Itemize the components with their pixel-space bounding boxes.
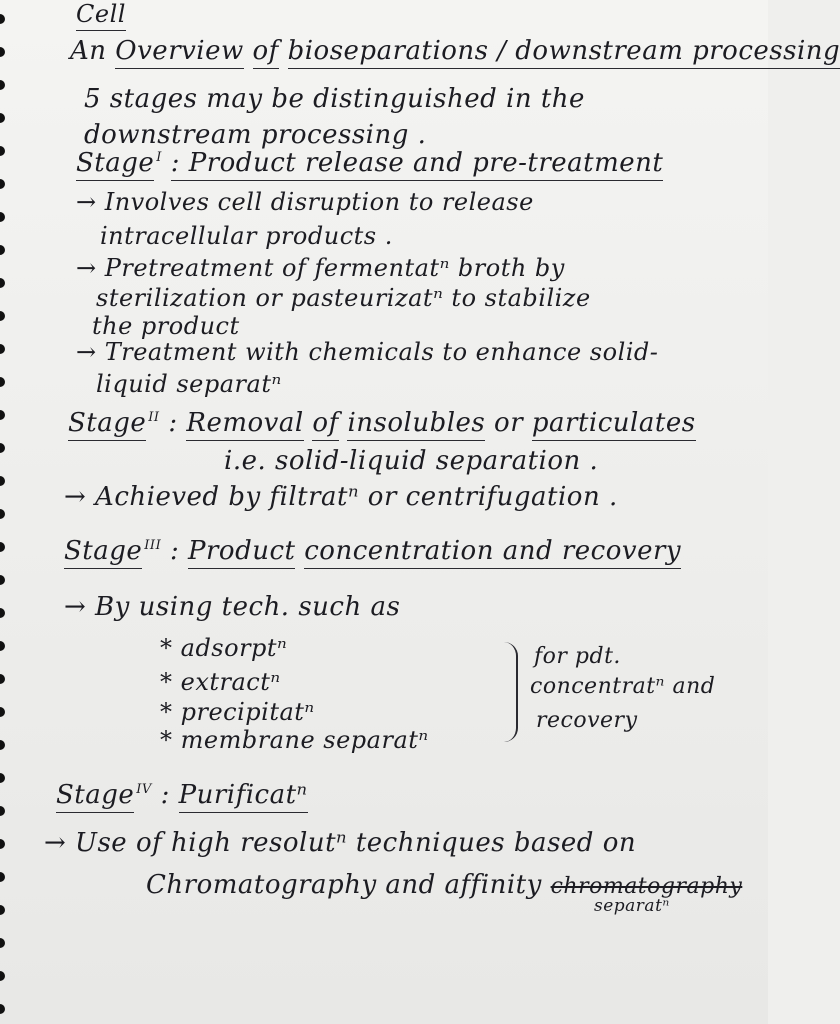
binding-hole xyxy=(0,80,5,90)
overview-line: An Overview of bioseparations / downstream processing xyxy=(70,38,840,64)
stage-1-bullet-line: → Involves cell disruption to release xyxy=(76,188,534,216)
binding-hole xyxy=(0,938,5,948)
binding-hole xyxy=(0,14,5,24)
stage-4-sub-note: separatⁿ xyxy=(594,896,670,916)
stage-1-heading: Stage $^I$ : Product release and pre-treatment xyxy=(76,150,663,176)
stage-3-technique-item: * adsorptⁿ xyxy=(160,634,288,662)
stage-4-heading: Stage $^{IV}$ : Purificatⁿ xyxy=(56,782,308,808)
binding-hole xyxy=(0,278,5,288)
binding-hole xyxy=(0,773,5,783)
binding-hole xyxy=(0,179,5,189)
binding-hole xyxy=(0,905,5,915)
binding-hole xyxy=(0,674,5,684)
binding-hole xyxy=(0,443,5,453)
binding-hole xyxy=(0,377,5,387)
binding-hole xyxy=(0,542,5,552)
spiral-binding-holes xyxy=(0,0,10,1024)
binding-hole xyxy=(0,971,5,981)
binding-hole xyxy=(0,575,5,585)
page-heading: Cell xyxy=(76,2,126,26)
stage-1-bullet-line: intracellular products . xyxy=(100,222,393,250)
stage-4-line-1: → Use of high resolutⁿ techniques based on xyxy=(44,828,637,858)
stage-3-intro: → By using tech. such as xyxy=(64,592,401,622)
grouping-brace xyxy=(504,642,518,742)
binding-hole xyxy=(0,608,5,618)
stage-2-heading: Stage $^{II}$ : Removal of insolubles or particulates xyxy=(68,410,696,436)
binding-hole xyxy=(0,113,5,123)
stage-3-heading: Stage $^{III}$ : Product concentration and recovery xyxy=(64,538,681,564)
stage-3-technique-item: * extractⁿ xyxy=(160,668,281,696)
binding-hole xyxy=(0,806,5,816)
stage-3-side-note: for pdt. xyxy=(534,644,621,669)
stage-1-bullet-line: → Pretreatment of fermentatⁿ broth by xyxy=(76,254,565,282)
binding-hole xyxy=(0,641,5,651)
stage-3-technique-item: * membrane separatⁿ xyxy=(160,726,429,754)
binding-hole xyxy=(0,344,5,354)
binding-hole xyxy=(0,311,5,321)
intro-line-1: 5 stages may be distinguished in the xyxy=(84,84,585,114)
binding-hole xyxy=(0,707,5,717)
binding-hole xyxy=(0,509,5,519)
binding-hole xyxy=(0,872,5,882)
binding-hole xyxy=(0,146,5,156)
binding-hole xyxy=(0,476,5,486)
binding-hole xyxy=(0,212,5,222)
intro-line-2: downstream processing . xyxy=(84,120,427,150)
stage-3-side-note: concentratⁿ and xyxy=(530,674,716,699)
binding-hole xyxy=(0,410,5,420)
stage-1-bullet-line: liquid separatⁿ xyxy=(96,370,282,398)
stage-1-bullet-line: sterilization or pasteurizatⁿ to stabilize xyxy=(96,284,591,312)
stage-4-line-2: Chromatography and affinity chromatography xyxy=(146,870,743,900)
binding-hole xyxy=(0,47,5,57)
binding-hole xyxy=(0,740,5,750)
binding-hole xyxy=(0,245,5,255)
stage-3-side-note: recovery xyxy=(536,708,638,733)
stage-2-bullet: → Achieved by filtratⁿ or centrifugation . xyxy=(64,482,618,512)
binding-hole xyxy=(0,839,5,849)
stage-2-subtitle: i.e. solid-liquid separation . xyxy=(224,446,599,476)
stage-1-bullet-line: → Treatment with chemicals to enhance solid- xyxy=(76,338,659,366)
stage-3-technique-item: * precipitatⁿ xyxy=(160,698,315,726)
stage-1-bullet-line: the product xyxy=(92,312,240,340)
binding-hole xyxy=(0,1004,5,1014)
